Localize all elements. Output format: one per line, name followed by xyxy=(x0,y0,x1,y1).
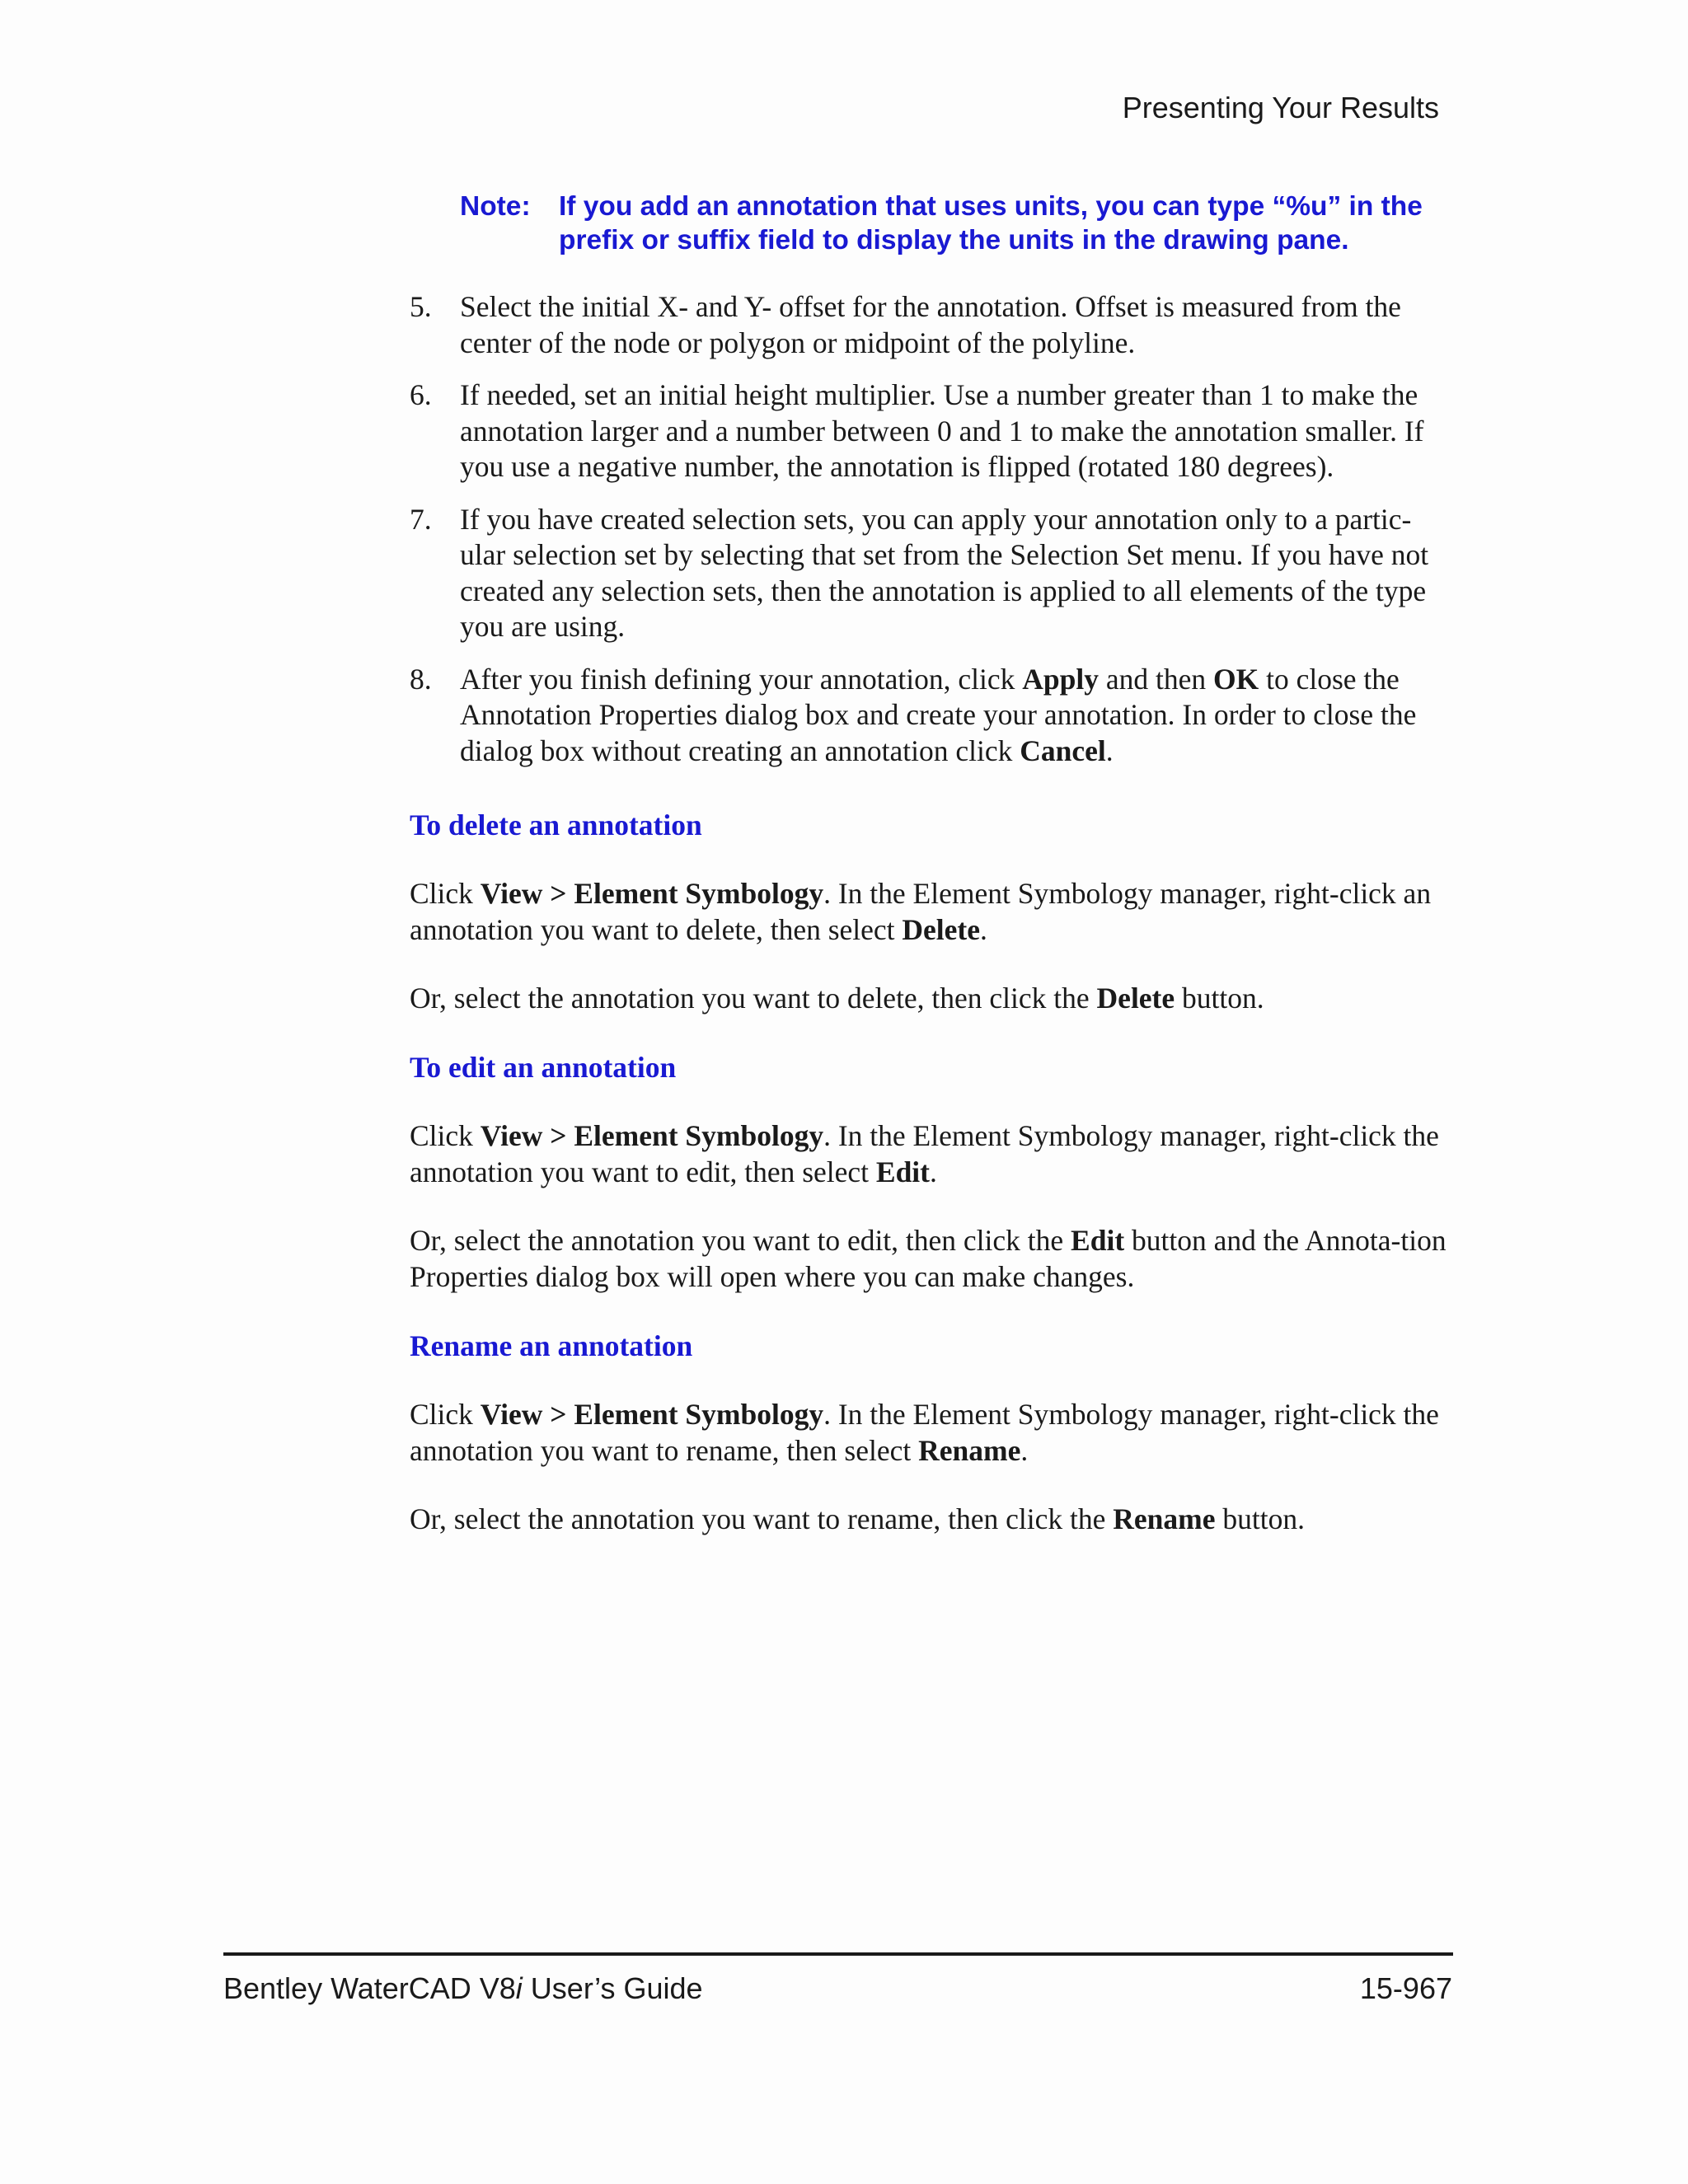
page-number: 15-967 xyxy=(1359,1971,1452,2005)
ok-label: OK xyxy=(1213,662,1259,696)
step-text: If needed, set an initial height multiplier. Use a number greater than 1 to make the annotation larger and a number between 0 and 1 to make the annotation smaller. If you use a negative number, the annotation is flipped (rotated 180 degrees). xyxy=(460,378,1424,483)
footer-divider xyxy=(223,1952,1453,1956)
section-heading: To edit an annotation xyxy=(410,1051,677,1084)
step-text: Select the initial X- and Y- offset for the annotation. Offset is measured from the center of the node or polygon or midpoint of the polyline. xyxy=(460,290,1401,359)
edit-section-heading xyxy=(410,1050,1450,1086)
step-item xyxy=(410,662,1450,770)
section-heading: To delete an annotation xyxy=(410,808,702,841)
step-number: 7. xyxy=(410,502,432,536)
step-number: 8. xyxy=(410,662,432,696)
note-text: If you add an annotation that uses units, you can type “%u” in the prefix or suffix field to display the units in the drawing pane. xyxy=(559,191,1423,255)
delete-paragraph-2: Or, select the annotation you want to delete, then click the Delete button. xyxy=(410,982,1264,1015)
step-number: 6. xyxy=(410,378,432,411)
apply-label: Apply xyxy=(1022,662,1099,696)
edit-paragraph-1: Click View > Element Symbology. In the Element Symbology manager, right-click the annotation you want to edit, then select Edit. xyxy=(410,1119,1439,1188)
rename-paragraph-1: Click View > Element Symbology. In the Element Symbology manager, right-click the annotation you want to rename, then select Rename. xyxy=(410,1398,1439,1467)
note-label: Note: xyxy=(460,191,531,222)
rename-section-heading xyxy=(410,1329,1450,1365)
step-text: If you have created selection sets, you can apply your annotation only to a partic-ular selection set by selecting that set from the Selection Set menu. If you have not created any selection sets, then the annotation is applied to all elements of the type you are using. xyxy=(460,502,1429,643)
step-text: After you finish defining your annotation, click Apply and then OK to close the Annotation Properties dialog box and create your annotation. In order to close the dialog box without creating an annotation click Cancel. xyxy=(460,662,1417,767)
step-item xyxy=(410,289,1450,361)
rename-paragraph-2: Or, select the annotation you want to rename, then click the Rename button. xyxy=(410,1502,1305,1535)
cancel-label: Cancel xyxy=(1020,733,1106,767)
delete-section-heading xyxy=(410,808,1450,844)
step-number: 5. xyxy=(410,290,432,323)
step-list xyxy=(410,289,1450,785)
delete-paragraph-1: Click View > Element Symbology. In the Element Symbology manager, right-click an annotation you want to delete, then select Delete. xyxy=(410,877,1432,946)
section-heading: Rename an annotation xyxy=(410,1329,693,1362)
step-item xyxy=(410,377,1450,485)
running-header: Presenting Your Results xyxy=(1122,91,1439,124)
edit-paragraph-2: Or, select the annotation you want to edit, then click the Edit button and the Annota-tion Properties dialog box will open where you can make changes. xyxy=(410,1224,1447,1293)
footer-title: Bentley WaterCAD V8i User’s Guide xyxy=(223,1971,703,2005)
step-item xyxy=(410,502,1450,645)
